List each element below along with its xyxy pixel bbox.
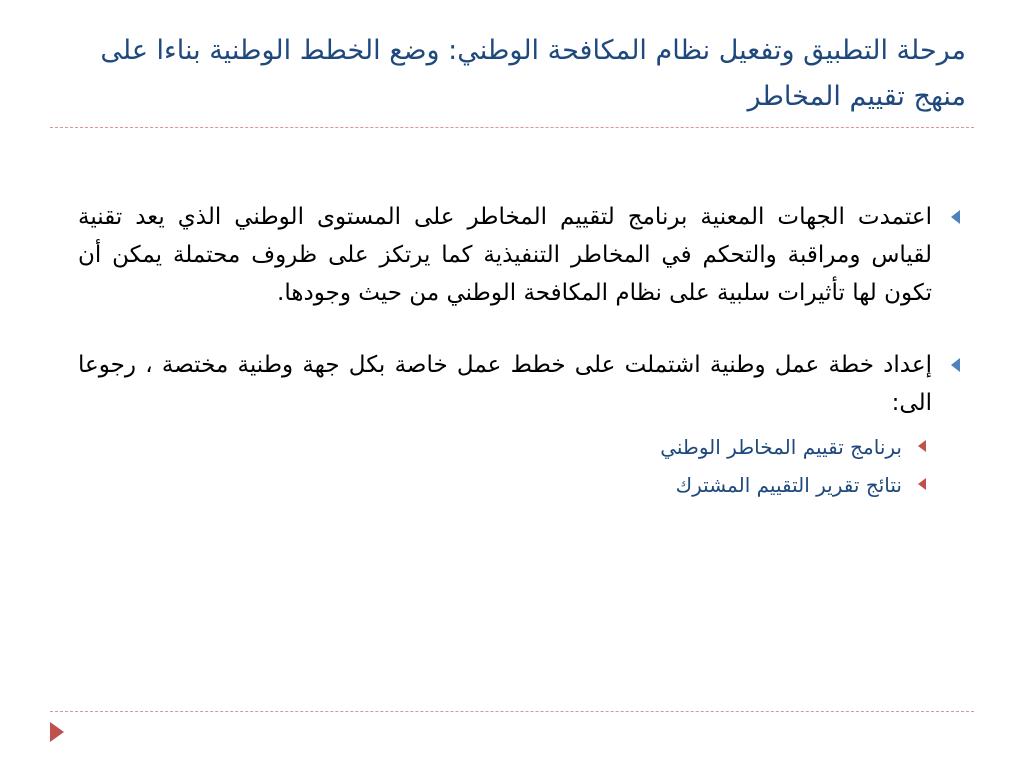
bullet-item <box>78 198 960 312</box>
sub-bullet-text: برنامج تقييم المخاطر الوطني <box>660 435 902 459</box>
small-triangle-bullet-icon <box>918 440 926 452</box>
small-triangle-bullet-icon <box>918 478 926 490</box>
triangle-bullet-icon <box>951 210 960 224</box>
bullet-text: اعتمدت الجهات المعنية برنامج لتقييم المخاطر على المستوى الوطني الذي يعد تقنية لقياس ومراقبة والتحكم في المخاطر التنفيذية كما يرتكز على ظروف محتملة يمكن أن تكون لها تأثيرات سلبية على نظام المكافحة الوطني من حيث وجودها. <box>78 204 932 306</box>
footer-divider <box>50 711 974 712</box>
sub-bullet-item <box>78 468 960 502</box>
slide-title: مرحلة التطبيق وتفعيل نظام المكافحة الوطني: وضع الخطط الوطنية بناءا على منهج تقييم المخاطر <box>100 35 966 112</box>
footer-arrow-icon <box>50 722 64 742</box>
bullet-text: إعداد خطة عمل وطنية اشتملت على خطط عمل خاصة بكل جهة وطنية مختصة ، رجوعا الى: <box>78 352 932 416</box>
sub-bullet-item <box>78 430 960 464</box>
title-divider <box>50 127 974 128</box>
bullet-item <box>78 346 960 422</box>
triangle-bullet-icon <box>951 358 960 372</box>
slide-body <box>78 198 960 502</box>
sub-bullet-text: نتائج تقرير التقييم المشترك <box>675 473 902 497</box>
